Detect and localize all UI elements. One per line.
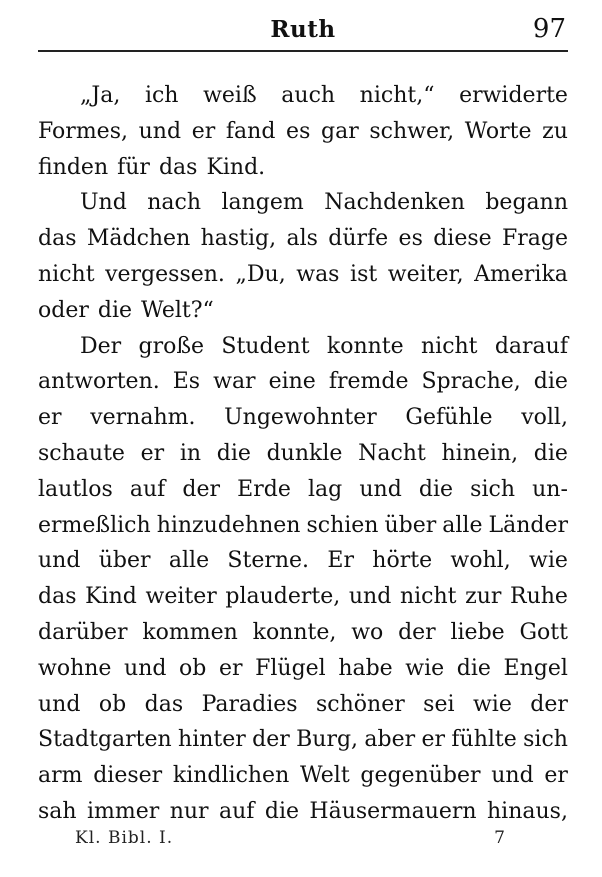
word: er	[38, 405, 62, 431]
word: Länder	[488, 512, 568, 538]
word: Er	[327, 548, 354, 574]
word: hinein,	[441, 440, 519, 466]
word: schien	[306, 512, 379, 538]
running-title: Ruth	[270, 16, 336, 43]
word: nicht	[399, 584, 457, 610]
text-line	[38, 579, 568, 615]
word: hastig,	[200, 226, 277, 252]
word: zur	[465, 584, 502, 610]
printer-signature: Kl. Bibl. I.	[75, 828, 174, 848]
word: als	[286, 226, 318, 252]
word: Der	[80, 333, 122, 359]
word: un-	[532, 476, 568, 502]
text-line	[38, 543, 568, 579]
text-line	[38, 400, 568, 436]
word: erwiderte	[459, 83, 568, 108]
word: es	[398, 226, 423, 252]
text-line	[38, 185, 568, 221]
word: Frage	[502, 226, 568, 252]
word: kommen	[142, 619, 238, 645]
word: Amerika	[474, 261, 568, 287]
word: schöner	[316, 691, 405, 717]
word: schaute	[38, 440, 125, 466]
word: Gott	[519, 619, 568, 645]
word: die	[456, 655, 491, 681]
word: Ruhe	[510, 584, 568, 610]
word: er	[544, 763, 568, 789]
word: sich	[523, 727, 568, 753]
word: lag	[307, 476, 343, 502]
word: dunkle	[266, 440, 343, 466]
sheet-number: 7	[494, 828, 505, 848]
word: in	[179, 440, 202, 466]
word: Sprache,	[421, 369, 521, 395]
word: ermeßlich	[38, 512, 151, 538]
word: aber	[364, 727, 416, 753]
running-head	[38, 12, 568, 48]
text-line	[38, 508, 568, 544]
text-line	[38, 794, 568, 830]
word: begann	[485, 190, 568, 216]
word: vernahm.	[90, 405, 196, 431]
word: vergessen.	[105, 261, 225, 287]
word: plauderte,	[225, 584, 341, 610]
text-line	[38, 687, 568, 723]
word: Häusermauern	[309, 798, 477, 824]
word: und	[38, 548, 81, 574]
word: voll,	[521, 405, 568, 431]
text-line	[38, 651, 568, 687]
word: das	[38, 226, 77, 252]
text-line	[38, 615, 568, 651]
word: wohne	[38, 655, 112, 681]
word: Nacht	[358, 440, 426, 466]
word: der	[530, 691, 568, 717]
word: diese	[433, 226, 492, 252]
word: er	[421, 727, 446, 753]
word: und	[348, 584, 392, 610]
word: und	[138, 118, 182, 144]
word: ob	[98, 691, 127, 717]
word: die	[264, 798, 299, 824]
word: oder	[38, 297, 89, 323]
word: wie	[472, 691, 512, 717]
word: war	[213, 369, 256, 395]
word: antworten.	[38, 369, 160, 395]
word: wohl,	[450, 548, 511, 574]
word: das	[158, 154, 198, 180]
text-line	[38, 114, 568, 150]
word: Engel	[503, 655, 568, 681]
word: nicht	[38, 261, 95, 287]
word: der	[398, 619, 436, 645]
body-text	[38, 78, 568, 830]
word: gar	[321, 118, 359, 144]
word: die	[533, 369, 568, 395]
word: alle	[168, 548, 210, 574]
word: sei	[423, 691, 455, 717]
word: dieser	[93, 763, 163, 789]
word: Worte	[464, 118, 532, 144]
word: der	[182, 476, 221, 502]
word: nur	[169, 798, 209, 824]
word: Sterne.	[227, 548, 310, 574]
word: zu	[542, 118, 568, 144]
word: immer	[87, 798, 160, 824]
word: ich	[144, 83, 179, 108]
word: konnte,	[252, 619, 337, 645]
word: dürfe	[328, 226, 389, 252]
word: Gefühle	[405, 405, 493, 431]
text-line	[38, 329, 568, 365]
word: schwer,	[369, 118, 455, 144]
word: weiß	[203, 83, 257, 108]
word: nicht,“	[359, 83, 435, 108]
word: über	[384, 512, 437, 538]
word: auf	[219, 798, 255, 824]
text-line	[38, 221, 568, 257]
word: die	[216, 440, 251, 466]
word: Flügel	[255, 655, 326, 681]
word: Student	[221, 333, 310, 359]
word: alle	[442, 512, 483, 538]
word: Ungewohnter	[224, 405, 377, 431]
word: Kind.	[206, 154, 266, 180]
word: nicht	[420, 333, 478, 359]
text-line	[38, 78, 568, 114]
text-line	[38, 758, 568, 794]
word: fremde	[328, 369, 409, 395]
text-line	[38, 722, 568, 758]
word: habe	[338, 655, 393, 681]
word: Burg,	[296, 727, 359, 753]
word: auch	[281, 83, 336, 108]
text-line	[38, 472, 568, 508]
word: Welt	[299, 763, 350, 789]
word: Welt?“	[141, 297, 214, 323]
word: Kind	[85, 584, 137, 610]
word: arm	[38, 763, 83, 789]
word: Stadtgarten	[38, 727, 172, 753]
word: „Ja,	[80, 83, 121, 108]
word: große	[138, 333, 205, 359]
word: liebe	[450, 619, 505, 645]
word: wo	[351, 619, 384, 645]
word: weiter	[145, 584, 217, 610]
word: finden	[38, 154, 109, 180]
word: kindlichen	[172, 763, 290, 789]
word: und	[359, 476, 402, 502]
word: die	[418, 476, 454, 502]
text-line	[38, 293, 568, 329]
word: wie	[405, 655, 445, 681]
word: hörte	[372, 548, 433, 574]
word: er	[218, 655, 243, 681]
word: er	[140, 440, 165, 466]
word: lautlos	[38, 476, 113, 502]
word: was	[296, 261, 340, 287]
word: und	[491, 763, 534, 789]
word: sich	[470, 476, 515, 502]
word: Nachdenken	[324, 190, 465, 216]
word: über	[98, 548, 151, 574]
word: sah	[38, 798, 77, 824]
word: und	[124, 655, 167, 681]
word: die	[97, 297, 133, 323]
word: die	[533, 440, 568, 466]
text-line	[38, 150, 568, 186]
word: es	[286, 118, 311, 144]
word: konnte	[326, 333, 404, 359]
word: Mädchen	[86, 226, 191, 252]
word: Formes,	[38, 118, 128, 144]
word: darüber	[38, 619, 128, 645]
word: gegenüber	[360, 763, 481, 789]
word: Es	[172, 369, 201, 395]
word: nach	[147, 190, 202, 216]
word: eine	[268, 369, 316, 395]
word: ob	[179, 655, 207, 681]
word: wie	[529, 548, 568, 574]
word: darauf	[494, 333, 568, 359]
word: das	[38, 584, 77, 610]
word: Paradies	[201, 691, 298, 717]
word: hinzudehnen	[156, 512, 301, 538]
word: für	[117, 154, 150, 180]
word: Und	[80, 190, 127, 216]
word: der	[252, 727, 290, 753]
header-rule	[38, 50, 568, 52]
word: fand	[225, 118, 276, 144]
word: „Du,	[235, 261, 286, 287]
text-line	[38, 257, 568, 293]
word: auf	[129, 476, 166, 502]
word: ist	[350, 261, 378, 287]
word: Erde	[237, 476, 291, 502]
word: weiter,	[387, 261, 464, 287]
text-line	[38, 436, 568, 472]
word: und	[38, 691, 81, 717]
word: hinaus,	[487, 798, 568, 824]
word: fühlte	[451, 727, 517, 753]
text-line	[38, 364, 568, 400]
word: das	[144, 691, 184, 717]
page-footer	[75, 826, 505, 856]
word: langem	[221, 190, 304, 216]
word: hinter	[178, 727, 246, 753]
page-number: 97	[532, 14, 566, 44]
word: er	[191, 118, 216, 144]
